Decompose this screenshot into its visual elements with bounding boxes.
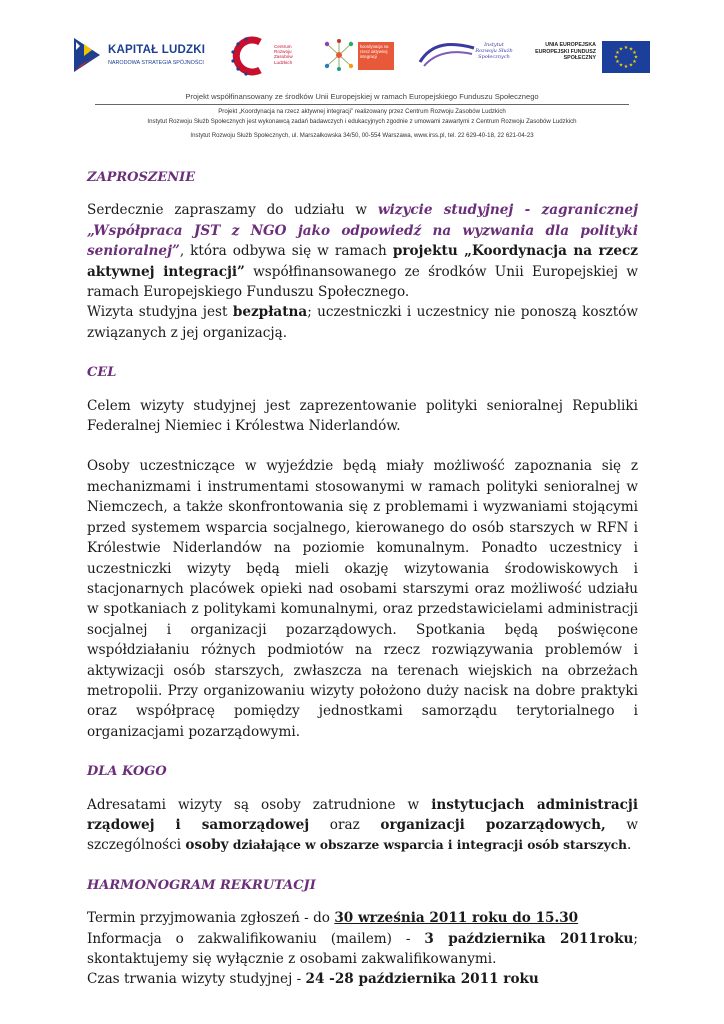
document-body <box>87 168 638 990</box>
audience-paragraph: Adresatami wizyty są osoby zatrudnione w instytucjach administracji rządowej i samorządowej oraz organizacji pozarządowych, w szczególności osoby działające w obszarze wsparcia i integracji osób starszych. <box>87 796 639 854</box>
qualification-line: Informacja o zakwalifikowaniu (mailem) - 3 października 2011roku; skontaktujemy się wyłącznie z osobami zakwalifikowanymi. <box>87 930 639 967</box>
eu-logo <box>530 30 658 82</box>
duration-line: Czas trwania wizyty studyjnej - 24 -28 października 2011 roku <box>87 971 539 988</box>
svg-text:★: ★ <box>615 50 620 56</box>
visit-dates: 24 -28 października 2011 roku <box>305 971 539 988</box>
eu-flag-icon <box>602 41 650 73</box>
kapital-ludzki-subtitle: NARODOWA STRATEGIA SPÓJNOŚCI <box>108 60 204 66</box>
header-project-line: Projekt „Koordynacja na rzecz aktywnej integracji” realizowany przez Centrum Rozwoju Zasobów Ludzkich <box>218 108 506 115</box>
crzl-icon <box>230 36 272 76</box>
details-paragraph: Osoby uczestniczące w wyjeździe będą miały możliwość zapoznania się z mechanizmami i instrumentami stosowanymi w ramach polityki senioralnej w Niemczech, a także skonfrontowania się z problemami i wyzwaniami stojącymi przed systemem wsparcia socjalnego, kierowanego do osób starszych w RFN i Królestwie Niderlandów na poziomie komunalnym. Ponadto uczestnicy i uczestniczki wizyty będą mieli okazję wizytowania środowiskowych i stacjonarnych placówek opieki nad osobami starszymi oraz możliwość udziału w spotkaniach z politykami komunalnymi, oraz przedstawicielami administracji socjalnej i organizacji pozarządowych. Spotkania będą poświęcone współdziałaniu różnych podmiotów na rzecz rozwiązywania problemów i aktywizacji osób starszych, zwłaszcza na terenach wiejskich na obrzeżach metropolii. Przy organizowaniu wizyty położono duży nacisk na dobre praktyki oraz współpracę pomiędzy jednostkami samorządu terytorialnego i organizacjami pozarządowymi. <box>87 458 638 740</box>
goal-paragraph: Celem wizyty studyjnej jest zaprezentowanie polityki senioralnej Republiki Federalnej Niemiec i Królestwa Niderlandów. <box>87 397 638 435</box>
heading-harmonogram: HARMONOGRAM REKRUTACJI <box>87 877 316 893</box>
svg-text:★: ★ <box>615 59 620 65</box>
project-name: projektu „Koordynacja na rzecz aktywnej integracji” <box>87 243 638 280</box>
heading-zaproszenie: ZAPROSZENIE <box>87 170 196 185</box>
koordynacja-logo <box>322 30 402 82</box>
irss-swoosh-icon <box>418 40 476 70</box>
header-address-line: Instytut Rozwoju Służb Społecznych, ul. Marszałkowska 34/50, 00-554 Warszawa, www.irss.pl, tel. 22 629-40-18, 22 621-04-23 <box>190 132 534 139</box>
svg-text:★: ★ <box>628 62 634 69</box>
heading-dla-kogo: DLA KOGO <box>87 764 167 780</box>
deadline-line: Termin przyjmowania zgłoszeń - do 30 września 2011 roku do 15.30 <box>87 910 579 927</box>
free-label: bezpłatna <box>232 304 308 321</box>
svg-text:★: ★ <box>623 45 629 51</box>
kapital-ludzki-icon <box>70 34 104 76</box>
crzl-logo <box>230 30 310 82</box>
svg-text:★: ★ <box>632 50 637 56</box>
invitation-paragraph: Serdecznie zapraszamy do udziału w wizycie studyjnej - zagranicznej „Współpraca JST z NGO jako odpowiedź na wyzwania dla polityki senioralnej”, która odbywa się w ramach projektu „Koordynacja na rzecz aktywnej integracji” współfinansowanego ze środków Unii Europejskiej w ramach Europejskiego Funduszu Społecznego. <box>87 202 638 301</box>
heading-cel: CEL <box>87 365 117 381</box>
header-contractor-line: Instytut Rozwoju Służb Społecznych jest wykonawcą zadań badawczych i edukacyjnych zgodnie z umowami zawartymi z Centrum Rozwoju Zasobów Ludzkich <box>147 118 577 125</box>
irss-logo <box>418 30 518 82</box>
eu-text: UNIA EUROPEJSKA EUROPEJSKI FUNDUSZ SPOŁECZNY <box>535 42 596 62</box>
svg-text:★: ★ <box>633 54 639 61</box>
deadline-date: 30 września 2011 roku do 15.30 <box>334 910 579 927</box>
svg-text:★: ★ <box>618 46 624 53</box>
kapital-ludzki-title: KAPITAŁ LUDZKI <box>108 44 206 56</box>
qualification-date: 3 października 2011roku <box>424 930 634 947</box>
svg-text:★: ★ <box>632 59 637 65</box>
svg-text:★: ★ <box>613 54 619 61</box>
network-icon <box>322 38 356 72</box>
irss-text: Instytut Rozwoju Służb Społecznych <box>475 42 513 60</box>
header-cofinancing-line: Projekt współfinansowany ze środków Unii Europejskiej w ramach Europejskiego Funduszu Społecznego <box>185 92 539 101</box>
header-logos <box>70 30 658 82</box>
header-divider <box>95 104 629 105</box>
svg-text:★: ★ <box>628 46 634 53</box>
kapital-ludzki-logo <box>70 30 220 82</box>
koordynacja-text: koordynacja na rzecz aktywnej integracji <box>358 42 394 70</box>
svg-text:★: ★ <box>618 62 624 69</box>
crzl-text: Centrum Rozwoju Zasobów Ludzkich <box>274 44 293 65</box>
free-of-charge-paragraph: Wizyta studyjna jest bezpłatna; uczestniczki i uczestnicy nie ponoszą kosztów związanych z jej organizacją. <box>87 304 638 341</box>
visit-title: wizycie studyjnej - zagranicznej „Współpraca JST z NGO jako odpowiedź na wyzwania dla polityki senioralnej” <box>87 202 638 260</box>
svg-text:★: ★ <box>623 64 629 70</box>
